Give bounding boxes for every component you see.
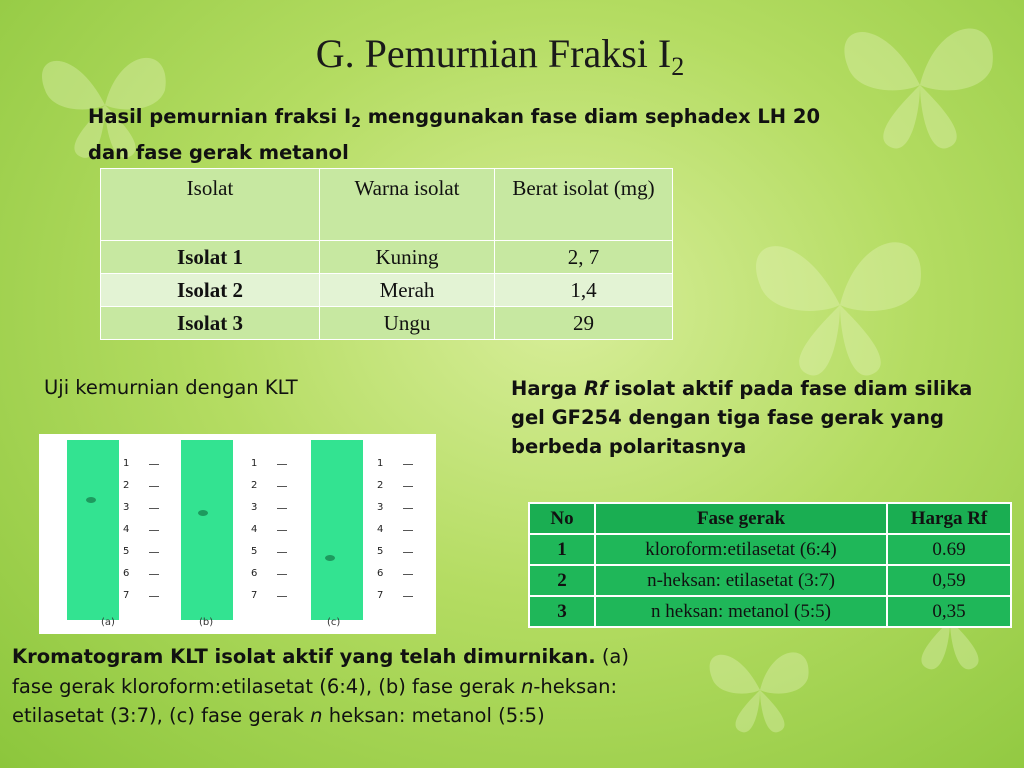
butterfly-decoration-icon	[700, 640, 820, 740]
isolat-table	[100, 168, 673, 340]
chromatogram-caption: Kromatogram KLT isolat aktif yang telah dimurnikan. (a) fase gerak kloroform:etilasetat (6:4), (b) fase gerak n-heksan: etilasetat (3:7), (c) fase gerak n heksan: metanol (5:5)	[12, 645, 629, 727]
tlc-chromatogram-image	[39, 434, 436, 634]
table-row	[101, 241, 673, 274]
table-cell: Isolat 1	[101, 241, 320, 274]
table-cell: 29	[495, 307, 673, 340]
plate-label: (c)	[327, 617, 341, 628]
table-cell: 1,4	[495, 274, 673, 307]
column-header: No	[529, 503, 595, 534]
ruler-a: 1 2 3 4 5 6 7	[121, 440, 159, 620]
table-row	[101, 307, 673, 340]
table-cell: 2, 7	[495, 241, 673, 274]
tlc-spot	[198, 510, 208, 516]
rf-heading: Harga Rf isolat aktif pada fase diam silika gel GF254 dengan tiga fase gerak yang berbeda polaritasnya	[511, 377, 973, 458]
table-cell: kloroform:etilasetat (6:4)	[595, 534, 887, 565]
table-cell: Isolat 3	[101, 307, 320, 340]
column-header: Warna isolat	[320, 169, 495, 241]
table-cell: 2	[529, 565, 595, 596]
tlc-plate-b	[181, 440, 233, 620]
table-row	[101, 274, 673, 307]
slide-title: G. Pemurnian Fraksi $I_2$	[315, 31, 685, 81]
subheading: Hasil pemurnian fraksi $I_2$ menggunakan fase diam sephadex LH 20 dan fase gerak metanol	[88, 105, 821, 164]
tlc-spot	[86, 497, 96, 503]
table-cell: 0,59	[887, 565, 1011, 596]
table-cell: 3	[529, 596, 595, 627]
table-cell: Ungu	[320, 307, 495, 340]
table-header-row	[101, 169, 673, 241]
table-cell: 1	[529, 534, 595, 565]
tlc-plate-a	[67, 440, 119, 620]
table-cell: Merah	[320, 274, 495, 307]
butterfly-decoration-icon	[740, 220, 940, 390]
table-row	[529, 565, 1011, 596]
plate-label: (b)	[199, 617, 214, 628]
table-cell: Isolat 2	[101, 274, 320, 307]
ruler-b: 1 2 3 4 5 6 7	[249, 440, 287, 620]
column-header: Berat isolat (mg)	[495, 169, 673, 241]
table-cell: n-heksan: etilasetat (3:7)	[595, 565, 887, 596]
tlc-spot	[325, 555, 335, 561]
tlc-plate-c	[311, 440, 363, 620]
column-header: Harga Rf	[887, 503, 1011, 534]
klt-label: Uji kemurnian dengan KLT	[44, 376, 298, 399]
ruler-c: 1 2 3 4 5 6 7	[375, 440, 413, 620]
table-cell: Kuning	[320, 241, 495, 274]
plate-label: (a)	[101, 617, 115, 628]
table-row	[529, 596, 1011, 627]
table-cell: 0.69	[887, 534, 1011, 565]
table-cell: n heksan: metanol (5:5)	[595, 596, 887, 627]
rf-table	[528, 502, 1012, 628]
column-header: Isolat	[101, 169, 320, 241]
table-header-row	[529, 503, 1011, 534]
table-cell: 0,35	[887, 596, 1011, 627]
column-header: Fase gerak	[595, 503, 887, 534]
table-row	[529, 534, 1011, 565]
